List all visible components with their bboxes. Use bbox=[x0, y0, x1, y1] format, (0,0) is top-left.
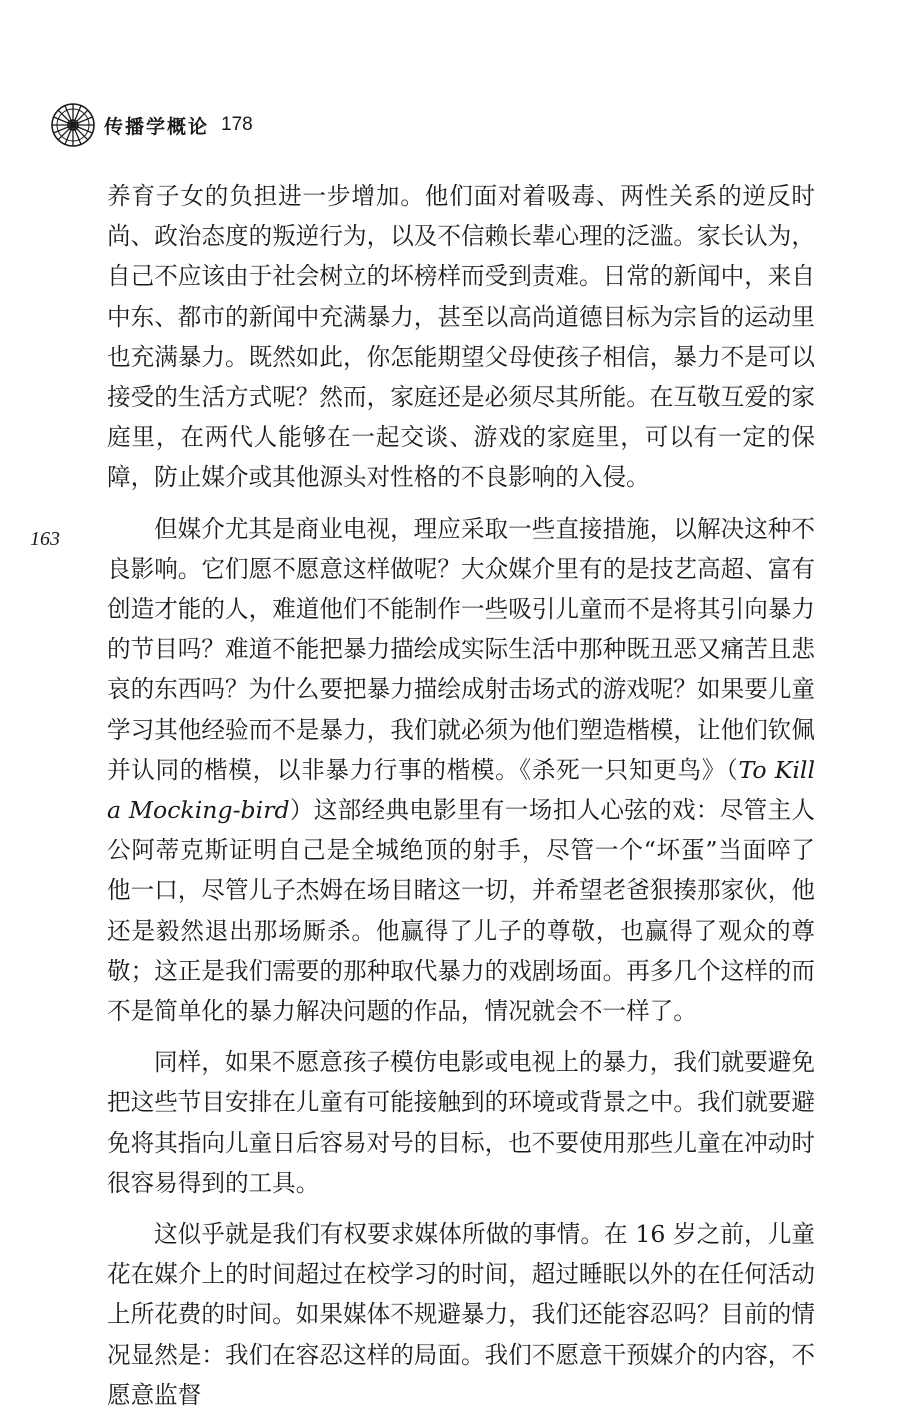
running-header-title: 传播学概论 bbox=[104, 115, 210, 138]
margin-original-page-ref: 163 bbox=[30, 528, 60, 550]
page-number: 178 bbox=[221, 114, 253, 135]
body-text bbox=[107, 176, 815, 1426]
paragraph-2-text-before: 但媒介尤其是商业电视，理应采取一些直接措施，以解决这种不良影响。它们愿不愿意这样做呢？大众媒介里有的是技艺高超、富有创造才能的人，难道他们不能制作一些吸引儿童而不是将其引向暴力的节目吗？难道不能把暴力描绘成实际生活中那种既丑恶又痛苦且悲哀的东西吗？为什么要把暴力描绘成射击场式的游戏呢？如果要儿童学习其他经验而不是暴力，我们就必须为他们塑造楷模，让他们钦佩并认同的楷模，以非暴力行事的楷模。《杀死一只知更鸟》（ bbox=[107, 514, 815, 784]
paragraph-1: 养育子女的负担进一步增加。他们面对着吸毒、两性关系的逆反时尚、政治态度的叛逆行为，以及不信赖长辈心理的泛滥。家长认为，自己不应该由于社会树立的坏榜样而受到责难。日常的新闻中，来自中东、都市的新闻中充满暴力，甚至以高尚道德目标为宗旨的运动里也充满暴力。既然如此，你怎能期望父母使孩子相信，暴力不是可以接受的生活方式呢？然而，家庭还是必须尽其所能。在互敬互爱的家庭里，在两代人能够在一起交谈、游戏的家庭里，可以有一定的保障，防止媒介或其他源头对性格的不良影响的入侵。 bbox=[107, 182, 815, 492]
film-title-english: To Kill a Mocking-bird bbox=[107, 755, 815, 825]
running-header bbox=[50, 100, 253, 150]
paragraph-3: 同样，如果不愿意孩子模仿电影或电视上的暴力，我们就要避免把这些节目安排在儿童有可能接触到的环境或背景之中。我们就要避免将其指向儿童日后容易对号的目标，也不要使用那些儿童在冲动时很容易得到的工具。 bbox=[107, 1048, 815, 1197]
paragraph-2 bbox=[107, 509, 815, 1032]
paragraph-4: 这似乎就是我们有权要求媒体所做的事情。在 16 岁之前，儿童花在媒介上的时间超过在校学习的时间，超过睡眠以外的在任何活动上所花费的时间。如果媒体不规避暴力，我们还能容忍吗？目前的情况显然是：我们在容忍这样的局面。我们不愿意干预媒介的内容，不愿意监督 bbox=[107, 1220, 815, 1409]
paragraph-2-text-after: ）这部经典电影里有一场扣人心弦的戏：尽管主人公阿蒂克斯证明自己是全城绝顶的射手，尽管一个“坏蛋”当面啐了他一口，尽管儿子杰姆在场目睹这一切，并希望老爸狠揍那家伙，他还是毅然退出那场厮杀。他赢得了儿子的尊敬，也赢得了观众的尊敬；这正是我们需要的那种取代暴力的戏剧场面。再多几个这样的而不是简单化的暴力解决问题的作品，情况就会不一样了。 bbox=[107, 796, 815, 1026]
dharma-wheel-icon bbox=[50, 102, 96, 148]
